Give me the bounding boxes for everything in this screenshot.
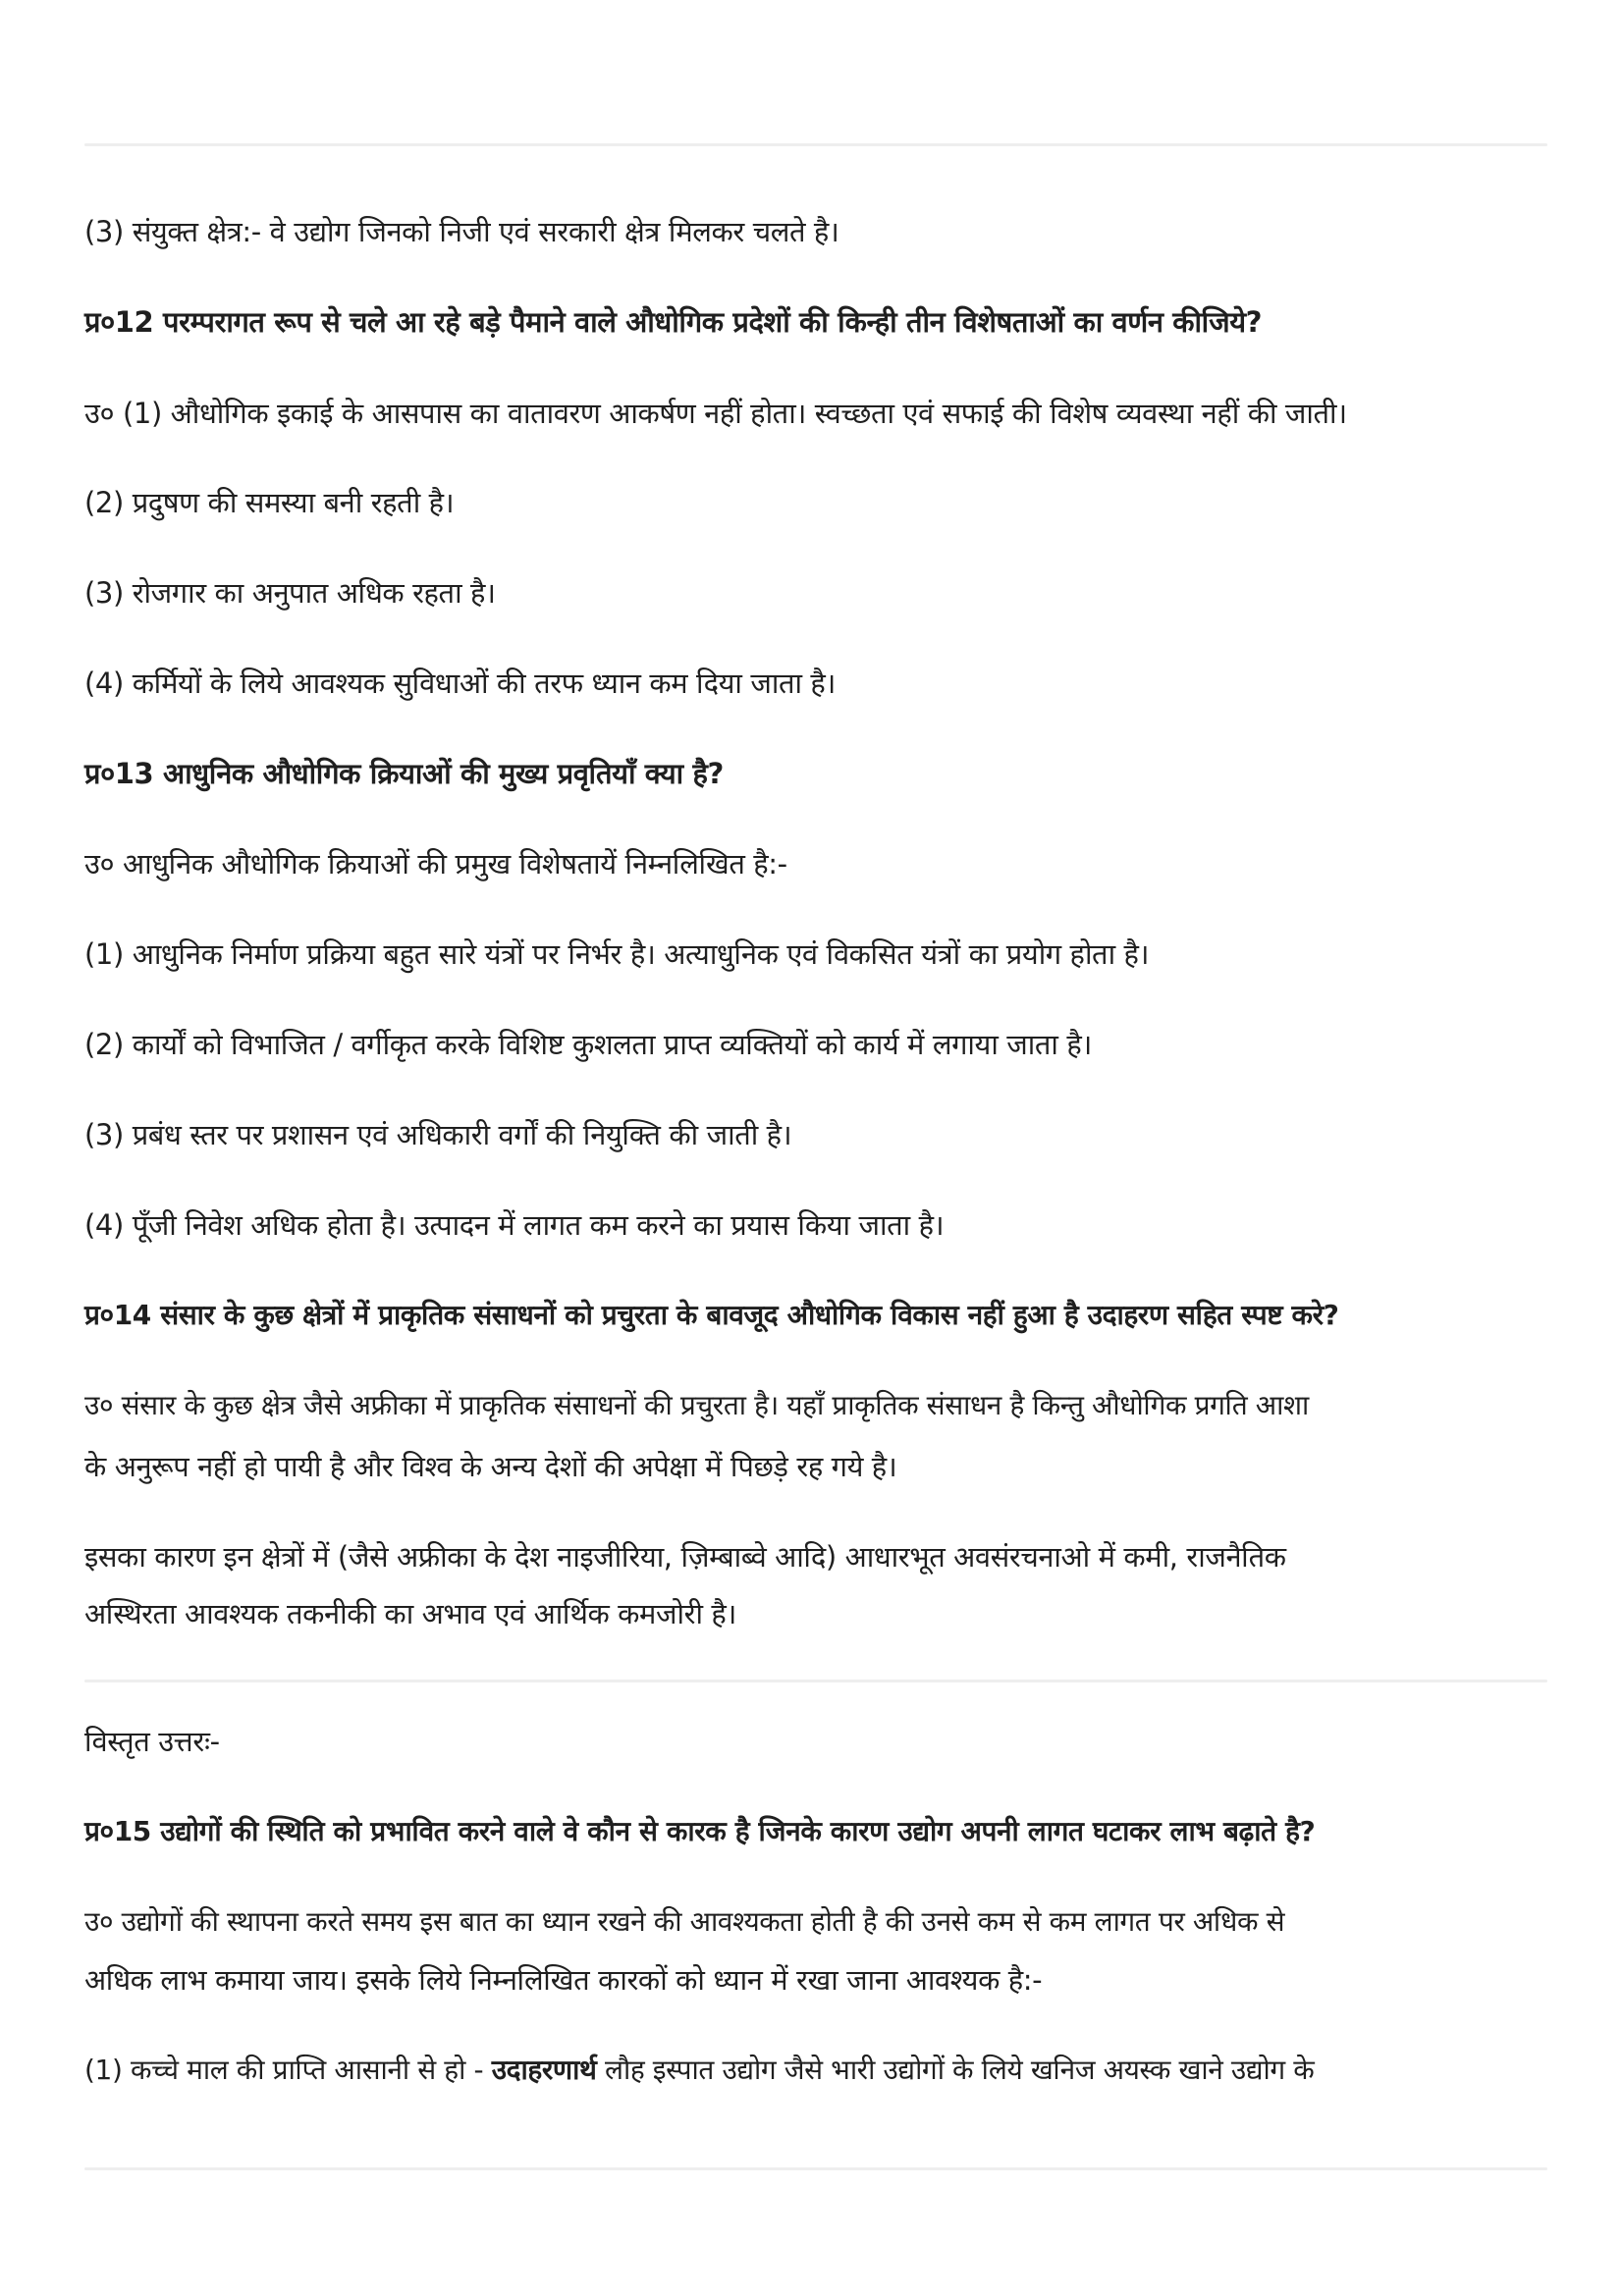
answer-13-point-4: (4) पूँजी निवेश अधिक होता है। उत्पादन में लागत कम करने का प्रयास किया जाता है। <box>84 1208 945 1242</box>
point-1-suffix: लौह इस्पात उद्योग जैसे भारी उद्योगों के लिये खनिज अयस्क खाने उद्योग के <box>596 2054 1315 2086</box>
answer-line-joint-sector: (3) संयुक्त क्षेत्र:- वे उद्योग जिनको निजी एवं सरकारी क्षेत्र मिलकर चलते है। <box>84 215 839 248</box>
answer-14-line-4: अस्थिरता आवश्यक तकनीकी का अभाव एवं आर्थिक कमजोरी है। <box>84 1597 736 1630</box>
answer-13-intro: उ० आधुनिक औधोगिक क्रियाओं की प्रमुख विशेषतायें निम्नलिखित है:- <box>84 847 787 881</box>
question-15-heading: प्र०15 उद्योगों की स्थिति को प्रभावित करने वाले वे कौन से कारक है जिनके कारण उद्योग अपनी लागत घटाकर लाभ बढ़ाते है? <box>84 1815 1316 1847</box>
question-12-heading: प्र०12 परम्परागत रूप से चले आ रहे बड़े पैमाने वाले औधोगिक प्रदेशों की किन्ही तीन विशेषताओं का वर्णन कीजिये? <box>84 305 1263 339</box>
question-14-heading: प्र०14 संसार के कुछ क्षेत्रों में प्राकृतिक संसाधनों को प्रचुरता के बावजूद औधोगिक विकास नहीं हुआ है उदाहरण सहित स्पष्ट करे? <box>84 1299 1339 1331</box>
answer-14-line-1: उ० संसार के कुछ क्षेत्र जैसे अफ्रीका में प्राकृतिक संसाधनों की प्रचुरता है। यहाँ प्राकृतिक संसाधन है किन्तु औधोगिक प्रगति आशा <box>84 1389 1309 1421</box>
answer-15-line-2: अधिक लाभ कमाया जाय। इसके लिये निम्नलिखित कारकों को ध्यान में रखा जाना आवश्यक है:- <box>84 1963 1043 1997</box>
answer-13-point-3: (3) प्रबंध स्तर पर प्रशासन एवं अधिकारी वर्गों की नियुक्ति की जाती है। <box>84 1118 792 1151</box>
bottom-divider <box>84 2167 1547 2170</box>
answer-15-line-1: उ० उद्योगों की स्थापना करते समय इस बात का ध्यान रखने की आवश्यकता होती है की उनसे कम से कम लागत पर अधिक से <box>84 1905 1285 1938</box>
answer-12-point-3: (3) रोजगार का अनुपात अधिक रहता है। <box>84 576 496 610</box>
answer-14-line-3: इसका कारण इन क्षेत्रों में (जैसे अफ्रीका के देश नाइजीरिया, ज़िम्बाब्वे आदि) आधारभूत अवसंरचनाओ में कमी, राजनैतिक <box>84 1540 1286 1574</box>
answer-12-point-2: (2) प्रदुषण की समस्या बनी रहती है। <box>84 486 455 519</box>
top-divider <box>84 143 1547 146</box>
answer-14-line-2: के अनुरूप नहीं हो पायी है और विश्व के अन्य देशों की अपेक्षा में पिछड़े रह गये है। <box>84 1450 897 1483</box>
answer-13-point-1: (1) आधुनिक निर्माण प्रक्रिया बहुत सारे यंत्रों पर निर्भर है। अत्याधुनिक एवं विकसित यंत्रों का प्रयोग होता है। <box>84 937 1150 971</box>
section-divider <box>84 1680 1547 1682</box>
point-1-bold-term: उदाहरणार्थ <box>491 2054 597 2086</box>
answer-15-point-1 <box>84 2053 1557 2088</box>
answer-13-point-2: (2) कार्यों को विभाजित / वर्गीकृत करके विशिष्ट कुशलता प्राप्त व्यक्तियों को कार्य में लगाया जाता है। <box>84 1028 1092 1061</box>
point-1-prefix: (1) कच्चे माल की प्राप्ति आसानी से हो - <box>84 2054 492 2086</box>
answer-12-point-4: (4) कर्मियों के लिये आवश्यक सुविधाओं की तरफ ध्यान कम दिया जाता है। <box>84 667 837 700</box>
section-heading-detailed-answers: विस्तृत उत्तरः- <box>84 1725 220 1758</box>
answer-12-point-1: उ० (1) औधोगिक इकाई के आसपास का वातावरण आकर्षण नहीं होता। स्वच्छता एवं सफाई की विशेष व्यवस्था नहीं की जाती। <box>84 397 1347 430</box>
question-13-heading: प्र०13 आधुनिक औधोगिक क्रियाओं की मुख्य प्रवृतियाँ क्या है? <box>84 757 724 790</box>
